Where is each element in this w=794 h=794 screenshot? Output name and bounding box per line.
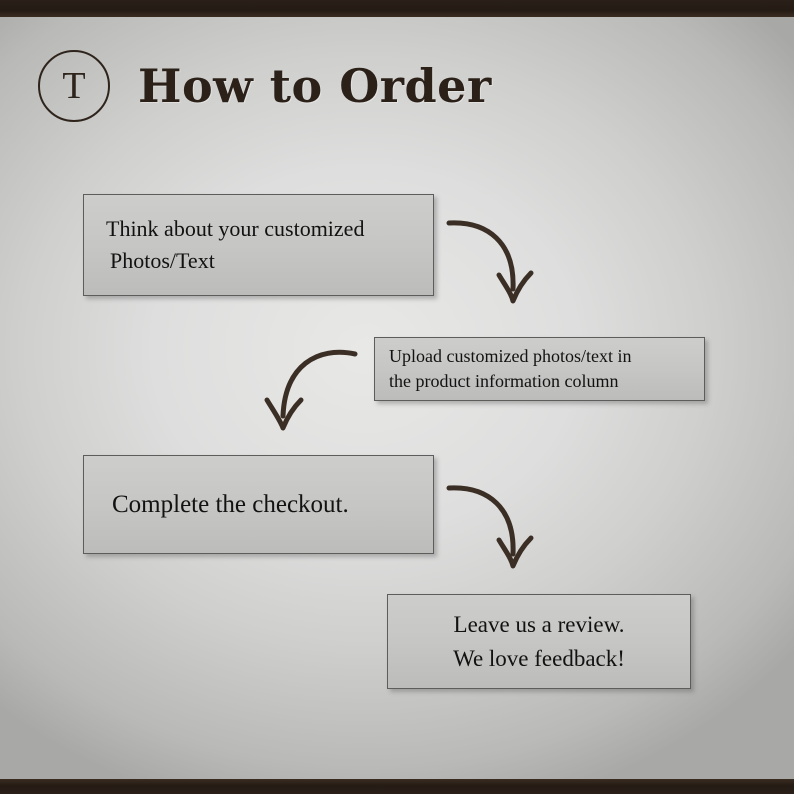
step-box-4 — [387, 594, 691, 689]
brand-logo-icon — [38, 50, 110, 122]
header — [38, 50, 492, 122]
step-box-2 — [374, 337, 705, 401]
step-4-line-1: Leave us a review. — [453, 612, 625, 638]
step-2-line-2: the product information column — [389, 371, 619, 391]
bottom-border-bar — [0, 779, 794, 794]
brand-logo-letter: T — [62, 65, 86, 107]
arrow-1-icon — [443, 213, 553, 328]
step-2-line-1: Upload customized photos/text in — [389, 345, 632, 366]
arrow-3-icon — [443, 478, 553, 593]
step-1-line-1: Think about your customized — [106, 216, 365, 242]
step-3-line-1: Complete the checkout. — [112, 490, 349, 518]
step-1-line-2: Photos/Text — [110, 248, 215, 273]
step-box-3 — [83, 455, 434, 554]
top-border-bar — [0, 0, 794, 17]
page-title: How to Order — [138, 59, 492, 113]
step-box-1 — [83, 194, 434, 296]
arrow-2-icon — [255, 344, 365, 449]
step-4-line-2: We love feedback! — [453, 645, 625, 671]
